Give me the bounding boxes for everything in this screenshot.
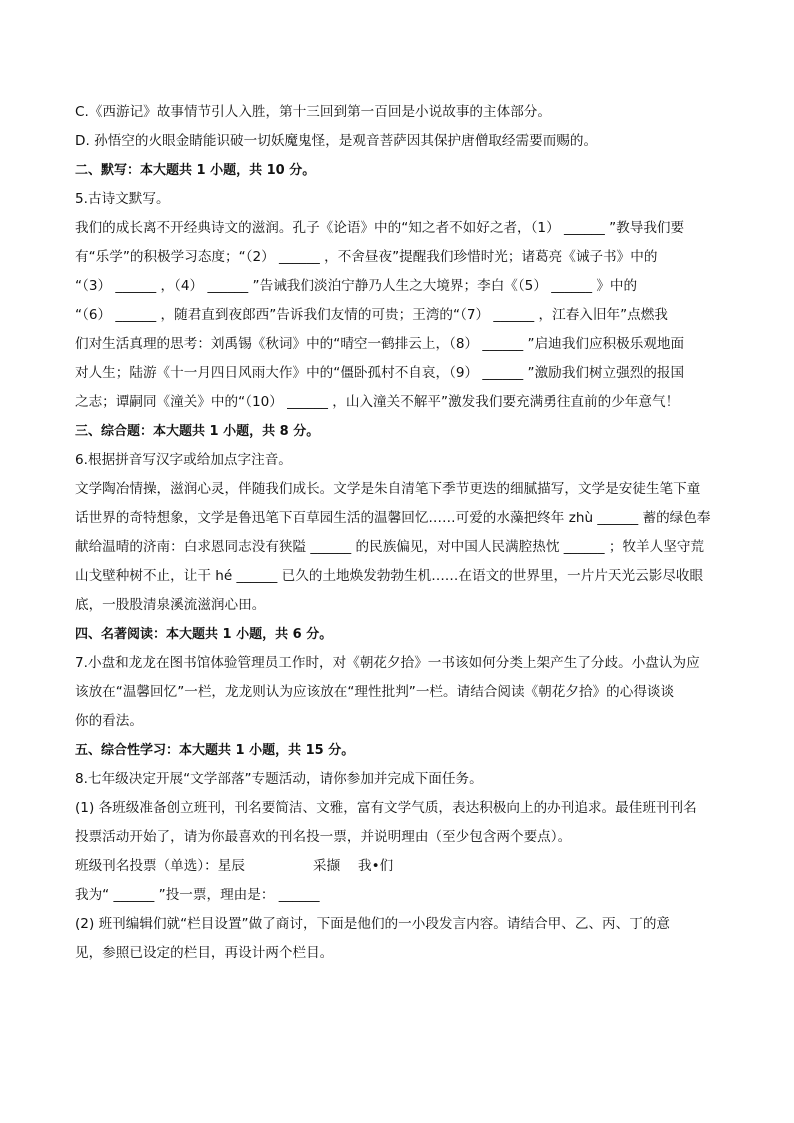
text-line: “（6） ______ ，随君直到夜郎西”告诉我们友情的可贵；王湾的“（7） ______ ，江春入旧年”点燃我 — [75, 307, 668, 323]
text-line: 我们的成长离不开经典诗文的滋润。孔子《论语》中的“知之者不如好之者，（1） ______ ”教导我们要 — [75, 220, 685, 236]
text-line: 6.根据拼音写汉字或给加点字注音。 — [75, 452, 292, 468]
section-heading: 二、默写：本大题共 1 小题，共 10 分。 — [75, 163, 316, 178]
text-line: (2) 班刊编辑们就“栏目设置”做了商讨，下面是他们的一小段发言内容。请结合甲、乙、丙、丁的意 — [75, 916, 671, 932]
text-line: 们对生活真理的思考：刘禹锡《秋词》中的“晴空一鹤排云上，（8） ______ ”启迪我们应积极乐观地面 — [75, 336, 685, 352]
text-line: 山戈壁种树不止，让干 hé ______ 已久的土地焕发勃勃生机……在语文的世界里，一片片天光云影尽收眼 — [75, 568, 704, 584]
section-heading: 五、综合性学习：本大题共 1 小题，共 15 分。 — [75, 743, 355, 758]
text-line: C.《西游记》故事情节引人入胜，第十三回到第一百回是小说故事的主体部分。 — [75, 104, 551, 120]
text-line: 见，参照已设定的栏目，再设计两个栏目。 — [75, 945, 334, 961]
text-line: 话世界的奇特想象，文学是鲁迅笔下百草园生活的温馨回忆……可爱的水藻把终年 zhù ______ 蓄的绿色奉 — [75, 510, 711, 526]
text-line: 之志；谭嗣同《潼关》中的“（10） ______ ，山入潼关不解平”激发我们要充满勇往直前的少年意气！ — [75, 394, 680, 410]
text-line: 投票活动开始了，请为你最喜欢的刊名投一票，并说明理由（至少包含两个要点）。 — [75, 829, 572, 845]
text-line: 8.七年级决定开展“文学部落”专题活动，请你参加并完成下面任务。 — [75, 771, 483, 787]
text-line: 你的看法。 — [75, 713, 143, 729]
section-heading: 四、名著阅读：本大题共 1 小题，共 6 分。 — [75, 627, 333, 642]
text-line: D. 孙悟空的火眼金睛能识破一切妖魔鬼怪，是观音菩萨因其保护唐僧取经需要而赐的。 — [75, 133, 598, 149]
text-line: (1) 各班级准备创立班刊，刊名要简洁、文雅，富有文学气质，表达积极向上的办刊追求。最佳班刊刊名 — [75, 800, 697, 816]
text-line: 献给温晴的济南：白求恩同志没有狭隘 ______ 的民族偏见，对中国人民满腔热忱 ______ ；牧羊人坚守荒 — [75, 539, 704, 555]
text-line: 文学陶冶情操，滋润心灵，伴随我们成长。文学是朱自清笔下季节更迭的细腻描写，文学是安徒生笔下童 — [75, 481, 701, 497]
text-line: 5.古诗文默写。 — [75, 191, 170, 207]
text-line: 我为“ ______ ”投一票，理由是： ______ — [75, 887, 320, 903]
text-line: 7.小盘和龙龙在图书馆体验管理员工作时，对《朝花夕拾》一书该如何分类上架产生了分歧。小盘认为应 — [75, 655, 700, 671]
text-line: 班级刊名投票（单选）：星辰 采撷 我•们 — [75, 858, 394, 874]
text-line: 对人生；陆游《十一月四日风雨大作》中的“僵卧孤村不自哀，（9） ______ ”激励我们树立强烈的报国 — [75, 365, 685, 381]
section-heading: 三、综合题：本大题共 1 小题，共 8 分。 — [75, 424, 320, 439]
document-body — [75, 98, 725, 968]
text-line: “（3） ______ ，（4） ______ ”告诫我们淡泊宁静乃人生之大境界；李白《（5） ______ 》中的 — [75, 278, 638, 294]
text-line: 有“乐学”的积极学习态度；“（2） ______ ，不舍昼夜”提醒我们珍惜时光；诸葛亮《诫子书》中的 — [75, 249, 658, 265]
text-line: 底，一股股清泉溪流滋润心田。 — [75, 597, 266, 613]
text-line: 该放在“温馨回忆”一栏，龙龙则认为应该放在“理性批判”一栏。请结合阅读《朝花夕拾》的心得谈谈 — [75, 684, 675, 700]
